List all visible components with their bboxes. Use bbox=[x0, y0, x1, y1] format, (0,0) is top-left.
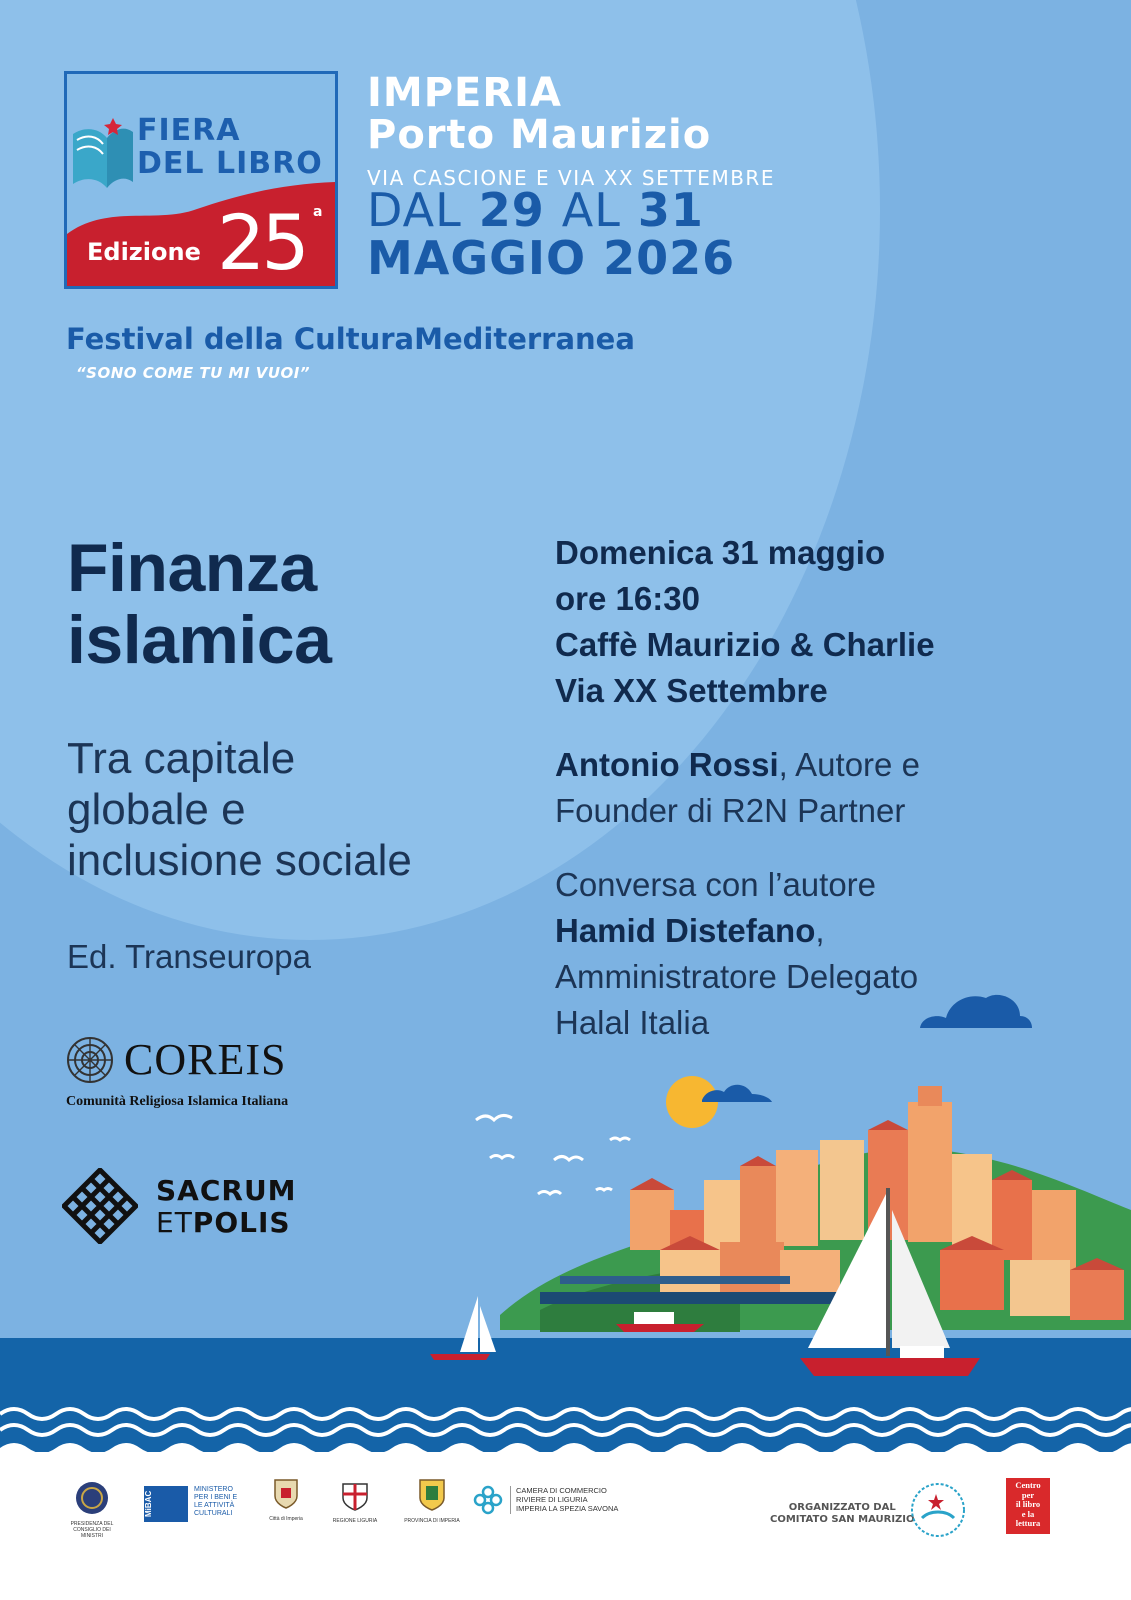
festival-motto: “SONO COME TU MI VUOI” bbox=[76, 364, 311, 382]
presidenza-text: PRESIDENZA DEL CONSIGLIO DEI MINISTRI bbox=[70, 1521, 114, 1539]
mibac-line-2: PER I BENI E bbox=[194, 1494, 238, 1501]
festival-dates bbox=[367, 183, 736, 285]
sacrum-et: ET bbox=[156, 1206, 193, 1239]
subtitle-line-1: Tra capitale bbox=[67, 734, 296, 783]
event-day: Domenica 31 maggio bbox=[555, 534, 886, 571]
emblem-icon bbox=[74, 1480, 110, 1516]
event-venue: Caffè Maurizio & Charlie bbox=[555, 626, 935, 663]
sacrum-polis: POLIS bbox=[192, 1206, 291, 1239]
guest-role-2: Halal Italia bbox=[555, 1004, 710, 1041]
dates-to: 31 bbox=[637, 183, 704, 237]
organizzato-line-1: ORGANIZZATO DAL bbox=[788, 1502, 896, 1513]
author-name: Antonio Rossi bbox=[555, 746, 779, 783]
event-time: ore 16:30 bbox=[555, 580, 700, 617]
mibac-line-1: MINISTERO bbox=[194, 1486, 233, 1493]
centro-libro-logo bbox=[1006, 1478, 1050, 1534]
event-title-line-2: islamica bbox=[67, 602, 332, 678]
logo-line-1: FIERA bbox=[137, 113, 241, 148]
camera-line-2: RIVIERE DI LIGURIA bbox=[516, 1495, 588, 1504]
author-role-2: Founder di R2N Partner bbox=[555, 792, 906, 829]
citta-text: Città di Imperia bbox=[269, 1516, 303, 1522]
festival-name: Festival della CulturaMediterranea bbox=[66, 322, 635, 356]
logo-line-2: DEL LIBRO bbox=[137, 146, 323, 181]
event-title bbox=[67, 532, 331, 676]
guest-comma: , bbox=[815, 912, 825, 949]
centro-line-5: lettura bbox=[1015, 1518, 1041, 1528]
camera-line-1: CAMERA DI COMMERCIO bbox=[516, 1486, 607, 1495]
presidenza-logo bbox=[62, 1480, 122, 1539]
sponsor-footer bbox=[0, 1452, 1131, 1600]
organizzato-dal bbox=[770, 1502, 915, 1526]
cloud-icon bbox=[916, 988, 1034, 1030]
town-illustration bbox=[420, 1070, 1131, 1400]
comitato-seal-icon bbox=[908, 1480, 968, 1540]
provincia-text: PROVINCIA DI IMPERIA bbox=[404, 1518, 460, 1524]
district-name: Porto Maurizio bbox=[367, 112, 712, 158]
coreis-name: COREIS bbox=[124, 1035, 287, 1084]
citta-imperia-logo bbox=[268, 1476, 304, 1523]
coreis-tagline: Comunità Religiosa Islamica Italiana bbox=[66, 1094, 289, 1109]
guest-block bbox=[555, 862, 918, 1046]
event-schedule bbox=[555, 530, 935, 714]
centro-line-3: il libro bbox=[1015, 1499, 1041, 1509]
author-block bbox=[555, 742, 920, 834]
dates-from-word: DAL bbox=[367, 183, 462, 237]
dates-month-year: MAGGIO 2026 bbox=[367, 231, 736, 285]
logo-title bbox=[137, 114, 323, 180]
regione-liguria-logo bbox=[330, 1482, 380, 1525]
provincia-imperia-logo bbox=[402, 1476, 462, 1525]
city-name: IMPERIA bbox=[367, 70, 562, 116]
conversation-intro: Conversa con l’autore bbox=[555, 866, 877, 903]
publisher: Ed. Transeuropa bbox=[67, 938, 311, 975]
regione-text: REGIONE LIGURIA bbox=[332, 1518, 378, 1524]
city-crest-icon bbox=[273, 1476, 299, 1510]
fiera-del-libro-logo bbox=[64, 71, 338, 289]
sacrum-line-1: SACRUM bbox=[156, 1174, 297, 1207]
dates-from: 29 bbox=[478, 183, 545, 237]
dates-to-word: AL bbox=[561, 183, 621, 237]
sacrum-line-2 bbox=[156, 1206, 291, 1239]
logo-edition-number: 25 bbox=[217, 198, 306, 287]
subtitle-line-2: globale e bbox=[67, 785, 246, 834]
logo-edition-label: Edizione bbox=[87, 238, 201, 266]
event-subtitle bbox=[67, 733, 412, 886]
subtitle-line-3: inclusione sociale bbox=[67, 836, 412, 885]
logo-edition-suffix: a bbox=[313, 204, 323, 220]
author-role-1: , Autore e bbox=[778, 746, 920, 783]
mibac-line-4: CULTURALI bbox=[194, 1510, 233, 1517]
sacrum-lattice-icon bbox=[62, 1168, 138, 1244]
guest-role-1: Amministratore Delegato bbox=[555, 958, 919, 995]
book-icon bbox=[64, 104, 135, 194]
centro-line-4: e la bbox=[1021, 1508, 1035, 1519]
centro-line-1: Centro bbox=[1015, 1480, 1041, 1490]
sacrum-et-polis-logo bbox=[62, 1168, 297, 1248]
organizzato-line-2: COMITATO SAN MAURIZIO bbox=[770, 1514, 915, 1525]
event-title-line-1: Finanza bbox=[67, 530, 317, 606]
camera-flower-icon bbox=[472, 1484, 504, 1516]
provincia-crest-icon bbox=[418, 1476, 446, 1512]
mibac-line-3: LE ATTIVITÀ bbox=[194, 1502, 235, 1509]
streets: VIA CASCIONE E VIA XX SETTEMBRE bbox=[367, 166, 775, 190]
camera-line-3: IMPERIA LA SPEZIA SAVONA bbox=[516, 1504, 619, 1513]
coreis-emblem-icon bbox=[66, 1036, 114, 1084]
event-address: Via XX Settembre bbox=[555, 672, 828, 709]
guest-name: Hamid Distefano bbox=[555, 912, 816, 949]
centro-line-2: per bbox=[1021, 1489, 1035, 1500]
mibac-short: MiBAC bbox=[144, 1486, 188, 1522]
regione-crest-icon bbox=[341, 1482, 369, 1512]
